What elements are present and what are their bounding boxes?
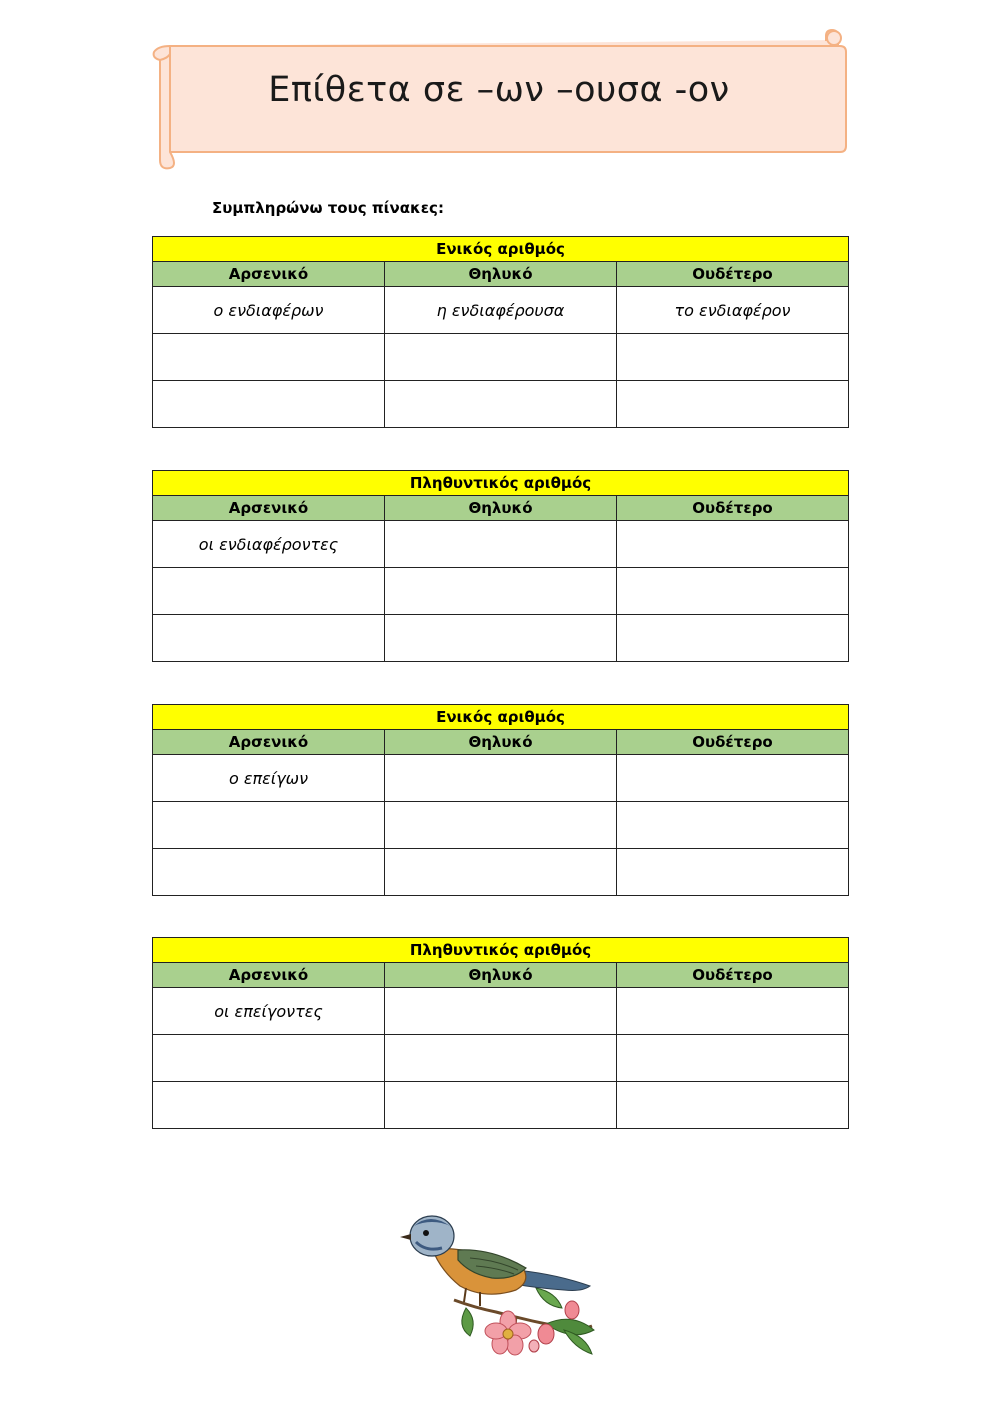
column-header-feminine: Θηλυκό (385, 730, 617, 755)
table-cell-blank[interactable] (153, 849, 385, 896)
column-header-feminine: Θηλυκό (385, 262, 617, 287)
table-title: Πληθυντικός αριθμός (153, 471, 849, 496)
table-cell-blank[interactable] (617, 521, 849, 568)
singular-table-1 (152, 236, 849, 428)
table-cell-blank[interactable] (385, 381, 617, 428)
table-cell-blank[interactable] (385, 334, 617, 381)
table-cell: οι επείγοντες (153, 988, 385, 1035)
column-header-feminine: Θηλυκό (385, 963, 617, 988)
title-banner (148, 28, 850, 174)
table-cell: οι ενδιαφέροντες (153, 521, 385, 568)
column-header-neuter: Ουδέτερο (617, 730, 849, 755)
table-cell: ο ενδιαφέρων (153, 287, 385, 334)
column-header-neuter: Ουδέτερο (617, 262, 849, 287)
plural-table-2 (152, 937, 849, 1129)
table-cell-blank[interactable] (153, 381, 385, 428)
table-cell-blank[interactable] (617, 988, 849, 1035)
table-cell: ο επείγων (153, 755, 385, 802)
table-title: Ενικός αριθμός (153, 705, 849, 730)
column-header-masculine: Αρσενικό (153, 262, 385, 287)
table-cell-blank[interactable] (153, 1035, 385, 1082)
table-cell-blank[interactable] (153, 615, 385, 662)
bird-on-flower-icon (396, 1208, 604, 1360)
table-cell-blank[interactable] (617, 568, 849, 615)
table-cell-blank[interactable] (385, 849, 617, 896)
column-header-feminine: Θηλυκό (385, 496, 617, 521)
column-header-neuter: Ουδέτερο (617, 963, 849, 988)
table-cell-blank[interactable] (617, 615, 849, 662)
table-cell-blank[interactable] (617, 755, 849, 802)
table-cell-blank[interactable] (385, 988, 617, 1035)
table-cell-blank[interactable] (617, 849, 849, 896)
column-header-masculine: Αρσενικό (153, 730, 385, 755)
column-header-masculine: Αρσενικό (153, 963, 385, 988)
plural-table-1 (152, 470, 849, 662)
table-cell-blank[interactable] (385, 755, 617, 802)
table-cell: η ενδιαφέρουσα (385, 287, 617, 334)
table-cell-blank[interactable] (385, 802, 617, 849)
table-cell-blank[interactable] (153, 802, 385, 849)
table-cell-blank[interactable] (385, 568, 617, 615)
table-cell-blank[interactable] (617, 1035, 849, 1082)
bird-illustration (396, 1208, 604, 1360)
table-title: Ενικός αριθμός (153, 237, 849, 262)
table-cell-blank[interactable] (153, 334, 385, 381)
page-title: Επίθετα σε –ων –ουσα -ον (268, 70, 730, 110)
table-cell-blank[interactable] (385, 1082, 617, 1129)
table-cell-blank[interactable] (385, 1035, 617, 1082)
column-header-masculine: Αρσενικό (153, 496, 385, 521)
table-cell-blank[interactable] (153, 568, 385, 615)
table-cell-blank[interactable] (617, 334, 849, 381)
table-cell-blank[interactable] (385, 615, 617, 662)
table-title: Πληθυντικός αριθμός (153, 938, 849, 963)
table-cell-blank[interactable] (153, 1082, 385, 1129)
table-cell-blank[interactable] (617, 1082, 849, 1129)
singular-table-2 (152, 704, 849, 896)
table-cell: το ενδιαφέρον (617, 287, 849, 334)
table-cell-blank[interactable] (385, 521, 617, 568)
table-cell-blank[interactable] (617, 802, 849, 849)
table-cell-blank[interactable] (617, 381, 849, 428)
instruction-text: Συμπληρώνω τους πίνακες: (212, 199, 444, 217)
column-header-neuter: Ουδέτερο (617, 496, 849, 521)
